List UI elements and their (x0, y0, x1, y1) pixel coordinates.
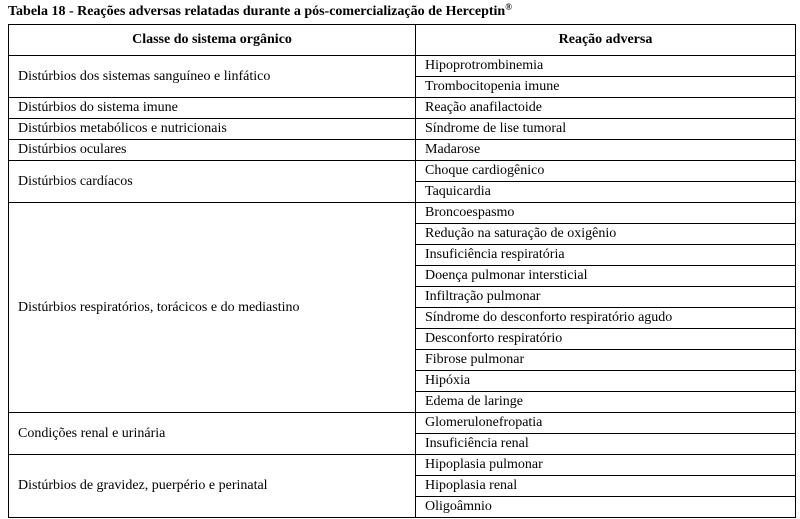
adverse-reaction-cell: Hipoplasia pulmonar (416, 455, 796, 476)
adverse-reaction-cell: Síndrome de lise tumoral (416, 119, 796, 140)
organ-class-cell: Condições renal e urinária (9, 413, 416, 455)
adverse-reaction-cell: Síndrome do desconforto respiratório agudo (416, 308, 796, 329)
table-row (9, 161, 796, 182)
table-row (9, 455, 796, 476)
table-row (9, 119, 796, 140)
organ-class-cell: Distúrbios metabólicos e nutricionais (9, 119, 416, 140)
adverse-reaction-cell: Infiltração pulmonar (416, 287, 796, 308)
organ-class-cell: Distúrbios respiratórios, torácicos e do mediastino (9, 203, 416, 413)
adverse-reaction-cell: Trombocitopenia imune (416, 77, 796, 98)
adverse-reaction-cell: Taquicardia (416, 182, 796, 203)
adverse-reaction-cell: Madarose (416, 140, 796, 161)
header-adverse-reaction: Reação adversa (416, 25, 796, 56)
adverse-reaction-cell: Glomerulonefropatia (416, 413, 796, 434)
adverse-reaction-cell: Choque cardiogênico (416, 161, 796, 182)
adverse-reaction-cell: Reação anafilactoide (416, 98, 796, 119)
table-row (9, 203, 796, 224)
table-row (9, 413, 796, 434)
table-row (9, 140, 796, 161)
table-caption-text: Tabela 18 - Reações adversas relatadas durante a pós-comercialização de Herceptin (8, 4, 506, 19)
table-row (9, 98, 796, 119)
adverse-reaction-cell: Fibrose pulmonar (416, 350, 796, 371)
table-caption (8, 3, 512, 21)
table-row (9, 56, 796, 77)
adverse-reaction-cell: Hipóxia (416, 371, 796, 392)
adverse-reaction-cell: Redução na saturação de oxigênio (416, 224, 796, 245)
adverse-reaction-cell: Hipoprotrombinemia (416, 56, 796, 77)
adverse-reactions-table (8, 24, 796, 518)
adverse-reaction-cell: Oligoâmnio (416, 497, 796, 518)
adverse-reaction-cell: Doença pulmonar intersticial (416, 266, 796, 287)
table-body (9, 56, 796, 518)
organ-class-cell: Distúrbios do sistema imune (9, 98, 416, 119)
organ-class-cell: Distúrbios cardíacos (9, 161, 416, 203)
table-header-row (9, 25, 796, 56)
organ-class-cell: Distúrbios de gravidez, puerpério e perinatal (9, 455, 416, 518)
registered-mark: ® (505, 2, 512, 12)
adverse-reaction-cell: Insuficiência renal (416, 434, 796, 455)
adverse-reaction-cell: Hipoplasia renal (416, 476, 796, 497)
adverse-reaction-cell: Broncoespasmo (416, 203, 796, 224)
organ-class-cell: Distúrbios oculares (9, 140, 416, 161)
adverse-reaction-cell: Insuficiência respiratória (416, 245, 796, 266)
header-organ-class: Classe do sistema orgânico (9, 25, 416, 56)
adverse-reaction-cell: Edema de laringe (416, 392, 796, 413)
adverse-reaction-cell: Desconforto respiratório (416, 329, 796, 350)
organ-class-cell: Distúrbios dos sistemas sanguíneo e linfático (9, 56, 416, 98)
